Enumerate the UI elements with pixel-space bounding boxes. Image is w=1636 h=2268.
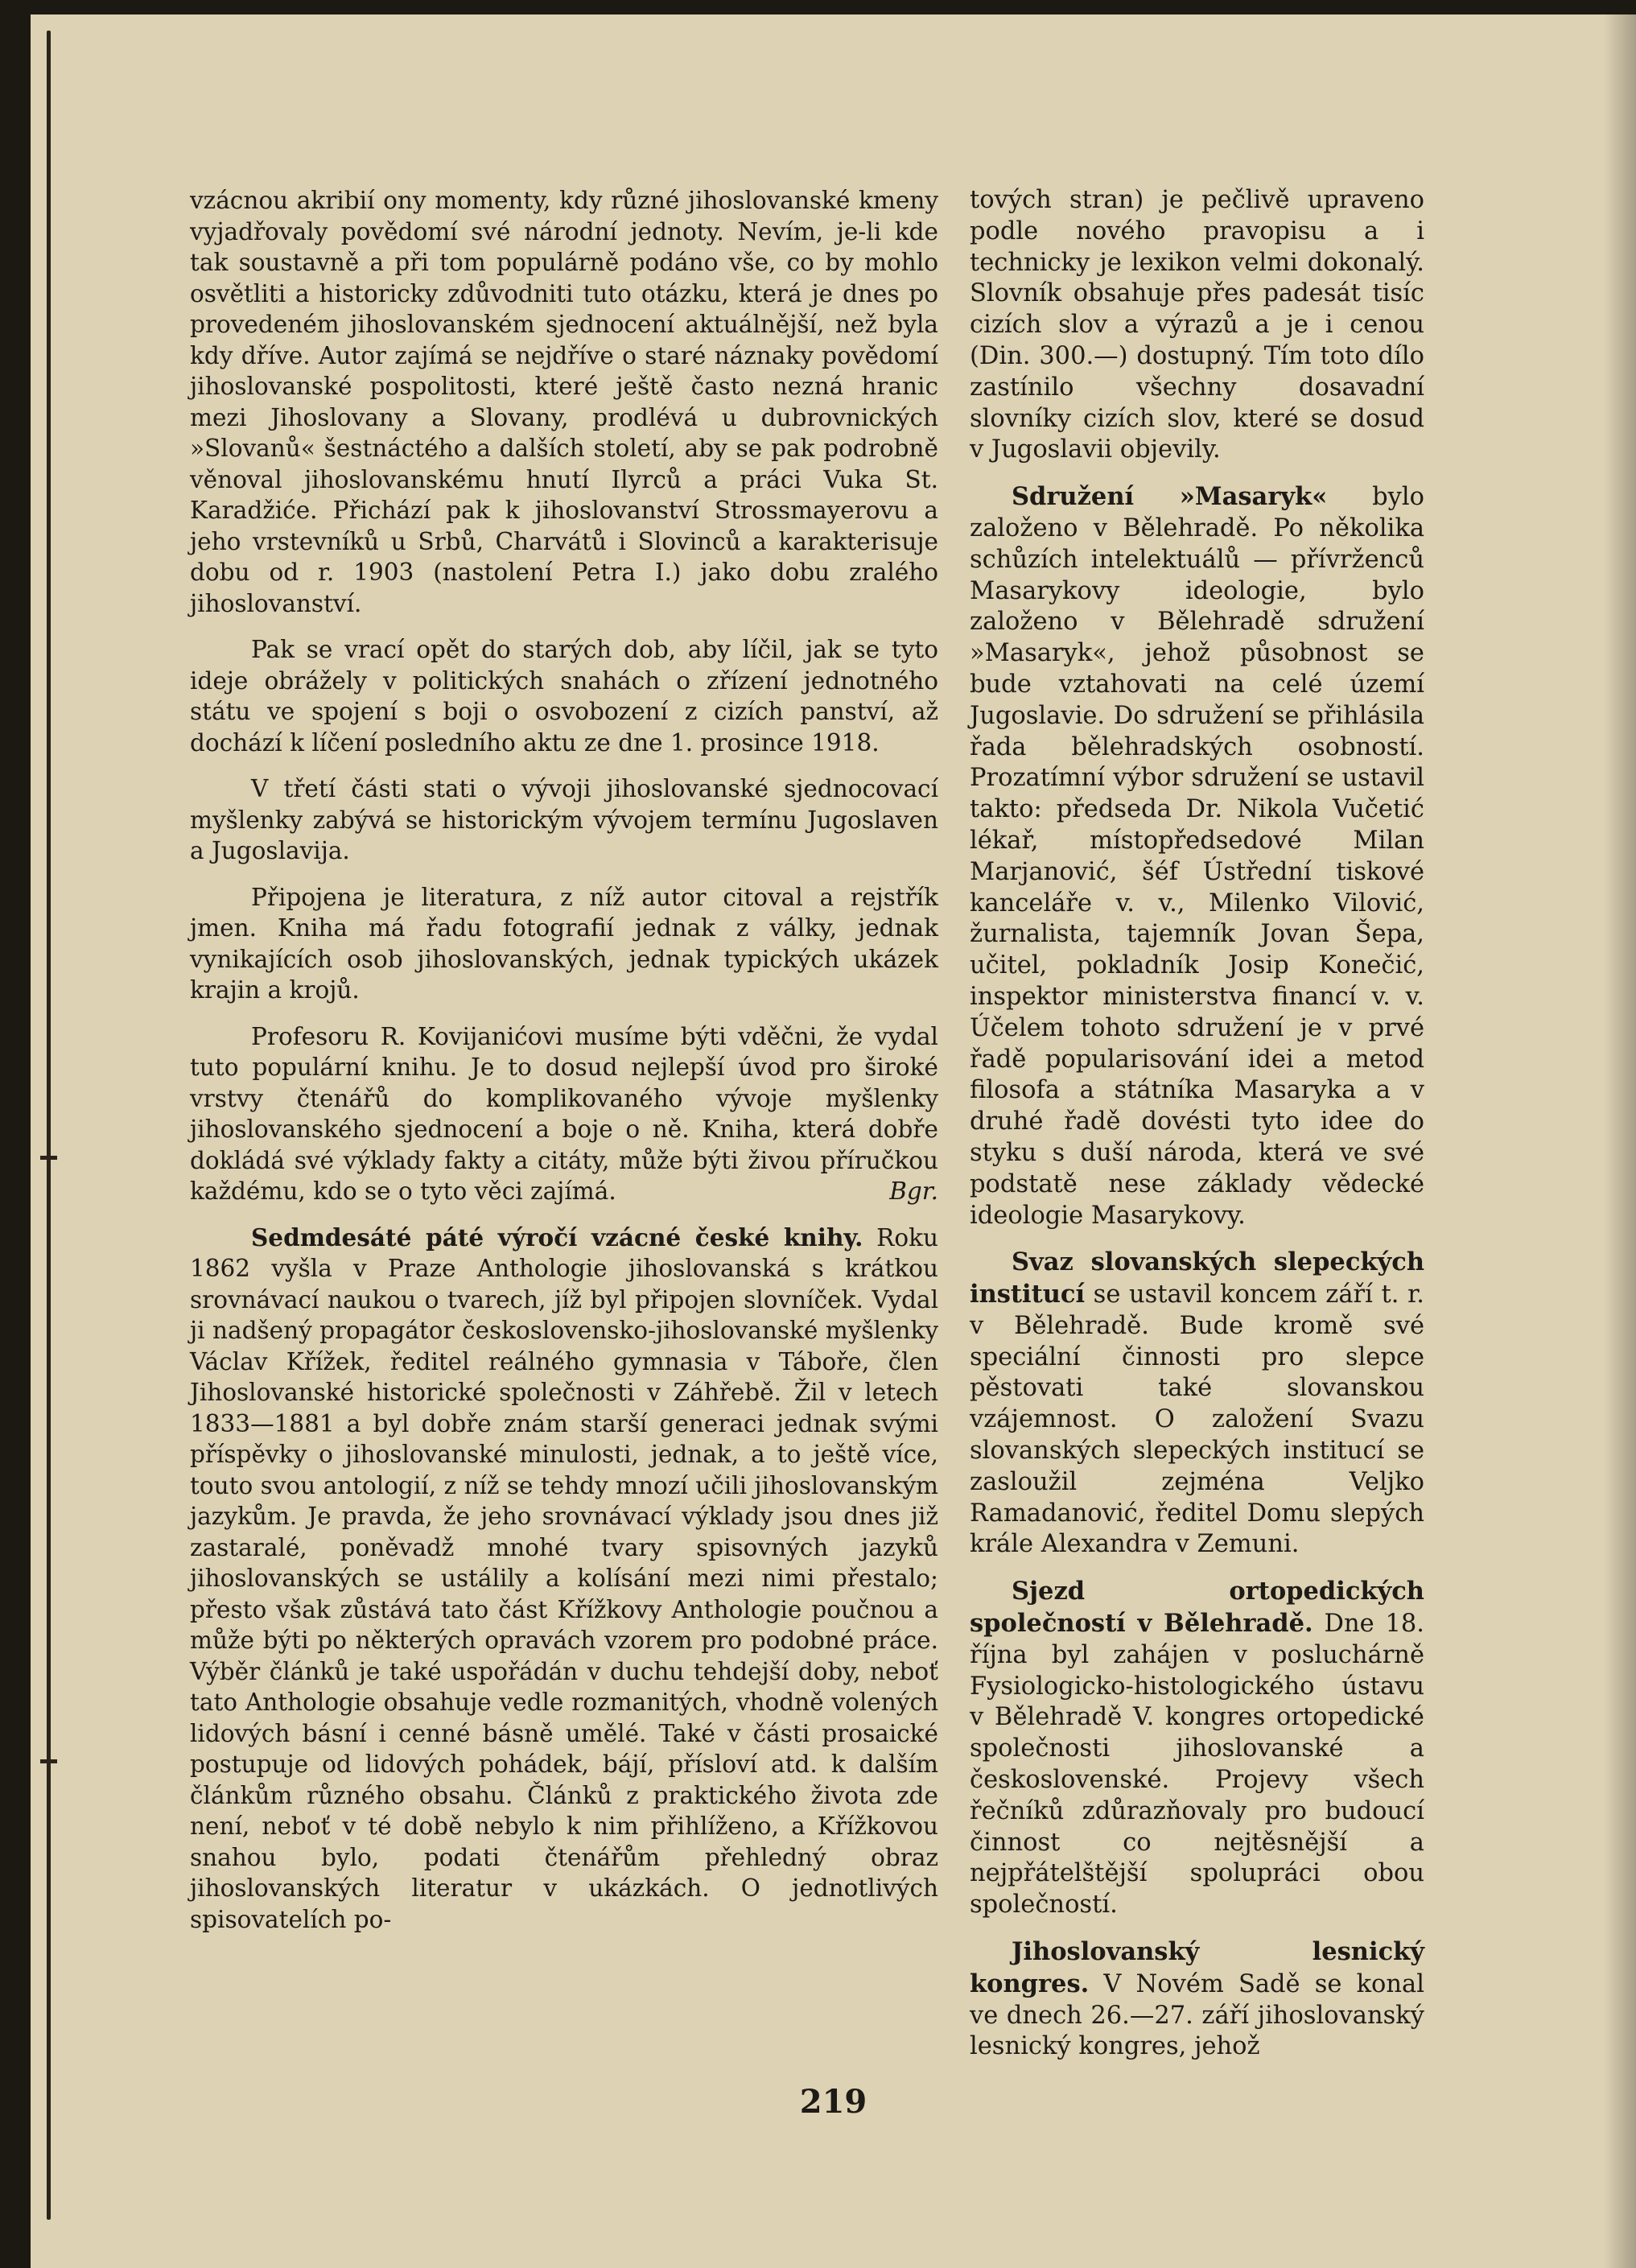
news-heading: Sedmdesáté páté výročí vzácné české knihy. [251,1223,863,1252]
news-heading: Sjezd ortopedických společností v Bělehradě. [970,1577,1424,1639]
paragraph-with-signature [190,1021,938,1207]
page-number: 219 [799,2083,867,2121]
binding-edge [47,31,51,2220]
news-text: Dne 18. října byl zahájen v posluchárně Fysiologicko-histologického ústavu v Bělehradě V. kongres ortopedické společnosti jihoslovanské a československé. Projevy všech řečníků zdůrazňovaly pro budoucí činnost co nejtěsnější a nejpřátelštější spolupráci obou společností. [970,1610,1424,1920]
paragraph: V třetí části stati o vývoji jihoslovanské sjednocovací myšlenky zabývá se historickým vývojem termínu Jugoslaven a Jugoslavija. [190,775,938,864]
author-signature: Bgr. [889,1177,938,1205]
news-item [970,481,1424,1231]
paragraph-text: Profesoru R. Kovijanićovi musíme býti vděčni, že vydal tuto populární knihu. Je to dosud nejlepší úvod pro široké vrstvy čtenářů do komplikovaného vývoje myšlenky jihoslovanského sjednocení a boje o ně. Kniha, která dobře dokládá své výklady fakty a citáty, může býti živou příručkou každému, kdo se o tyto věci zajímá. [190,1022,938,1205]
paragraph: tových stran) je pečlivě upraveno podle nového pravopisu a i technicky je lexikon velmi dokonalý. Slovník obsahuje přes padesát tisíc cizích slov a výrazů a je i cenou (Din. 300.—) dostupný. Tím toto dílo zastínilo všechny dosavadní slovníky cizích slov, které se dosud v Jugoslavii objevily. [970,186,1424,464]
news-heading: Jihoslovanský lesnický kongres. [970,1937,1424,1998]
right-column [970,185,1424,2078]
news-item [190,1223,938,1936]
page-edge-shadow [1604,14,1636,2268]
news-item [970,1936,1424,2063]
news-item [970,1576,1424,1921]
news-heading: Sdružení »Masaryk« [1012,482,1328,512]
paragraph: Připojena je literatura, z níž autor citoval a rejstřík jmen. Kniha má řadu fotografií jednak z války, jednak vynikajících osob jihoslovanských, jednak typických ukázek krajin a krojů. [190,883,938,1004]
news-heading: Svaz slovanských slepeckých institucí [970,1247,1424,1309]
news-text: V Novém Sadě se konal ve dnech 26.—27. září jihoslovanský lesnický kongres, jehož [970,1969,1424,2061]
paragraph: Pak se vrací opět do starých dob, aby líčil, jak se tyto ideje obrážely v politických snahách o zřízení jednotného státu ve spojení s boji o osvobození z cizích panství, až dochází k líčení posledního aktu ze dne 1. prosince 1918. [190,636,938,757]
news-text: bylo založeno v Bělehradě. Po několika schůzích intelektuálů — přívrženců Masarykovy ideologie, bylo založeno v Bělehradě sdružení »Masaryk«, jehož působnost se bude vztahovati na celé území Jugoslavie. Do sdružení se přihlásila řada bělehradských osobností. Prozatímní výbor sdružení se ustavil takto: předseda Dr. Nikola Vučetić lékař, místopředsedové Milan Marjanović, šéf Ústřední tiskové kanceláře v. v., Milenko Vilović, žurnalista, tajemník Jovan Šepa, učitel, pokladník Josip Konečić, inspektor ministerstva financí v. v. Účelem tohoto sdružení je v prvé řadě popularisování idei a metod filosofa a státníka Masaryka a v druhé řadě dovésti tyto idee do styku s duší národa, která ve své podstatě nese základy vědecké ideologie Masarykovy. [970,483,1424,1230]
news-text: se ustavil koncem září t. r. v Bělehradě. Bude kromě své speciální činnosti pro slepce pěstovati také slovanskou vzájemnost. O založení Svazu slovanských slepeckých institucí se zasloužil zejména Veljko Ramadanović, ředitel Domu slepých krále Alexandra v Zemuni. [970,1280,1424,1559]
binding-mark [40,1156,57,1160]
news-item [970,1247,1424,1561]
binding-mark [40,1759,57,1763]
news-text: Roku 1862 vyšla v Praze Anthologie jihoslovanská s krátkou srovnávací naukou o tvarech, jíž byl připojen slovníček. Vydal ji nadšený propagátor československo-jihoslovanské myšlenky Václav Křížek, ředitel reálného gymnasia v Táboře, člen Jihoslovanské historické společnosti v Záhřebě. Žil v letech 1833—1881 a byl dobře znám starší generaci jednak svými příspěvky o jihoslovanské minulosti, jednak, a to ještě více, touto svou antologií, z níž se tehdy mnozí učili jihoslovanským jazykům. Je pravda, že jeho srovnávací výklady jsou dnes již zastaralé, poněvadž mnohé tvary spisovných jazyků jihoslovanských se ustálily a kolísání mezi nimi přestalo; přesto však zůstává tato část Křížkovy Anthologie poučnou a může býti po některých opravách vzorem pro podobné práce. Výběr článků je také uspořádán v duchu tehdejší doby, neboť tato Anthologie obsahuje vedle rozmanitých, vhodně volených lidových básní i cenné básně umělé. Také v části prosaické postupuje od lidových pohádek, bájí, přísloví atd. k dalším článkům různého obsahu. Článků z praktického života zde není, neboť v té době nebylo k nim přihlíženo, a Křížkovou snahou bylo, podati čtenářům přehledný obraz jihoslovanských literatur v ukázkách. O jednotlivých spisovatelích po- [190,1223,938,1933]
paragraph: vzácnou akribií ony momenty, kdy různé jihoslovanské kmeny vyjadřovaly povědomí své národní jednoty. Nevím, je-li kde tak soustavně a při tom populárně podáno vše, co by mohlo osvětliti a historicky zdůvodniti tuto otázku, která je dnes po provedeném jihoslovanském sjednocení aktuálnější, než byla kdy dříve. Autor zajímá se nejdříve o staré náznaky povědomí jihoslovanské pospolitosti, které ještě často nezná hranic mezi Jihoslovany a Slovany, prodlévá u dubrovnických »Slovanů« šestnáctého a dalších století, aby se pak podrobně věnoval jihoslovanskému hnutí Ilyrců a práci Vuka St. Karadžiće. Přichází pak k jihoslovanství Strossmayerovu a jeho vrstevníků u Srbů, Charvátů i Slovinců a karakterisuje dobu od r. 1903 (nastolení Petra I.) jako dobu zralého jihoslovanství. [190,187,938,617]
scanned-page [31,14,1636,2268]
left-column [190,185,938,1950]
